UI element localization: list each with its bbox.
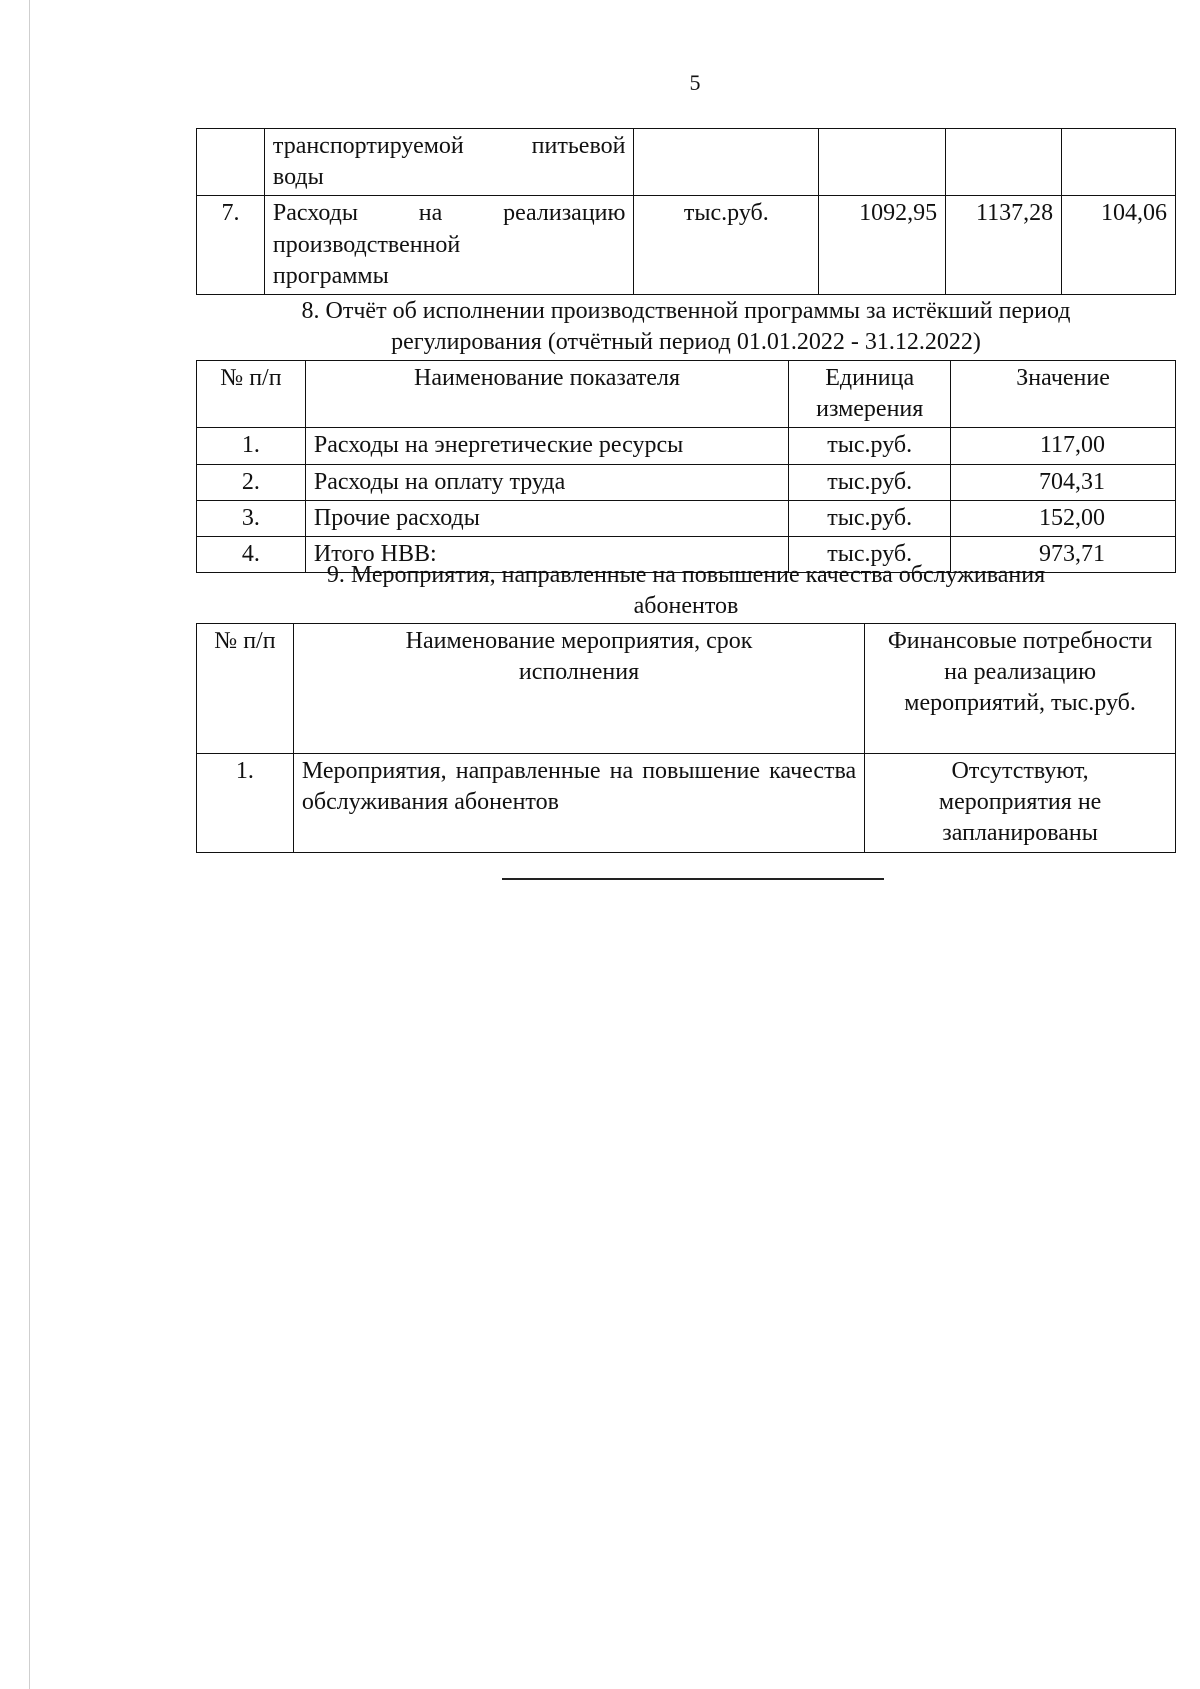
indicator-name-cell: Расходы на энергетические ресурсы [305,428,788,464]
table-row [197,196,1176,295]
service-quality-measures-table [196,623,1176,853]
unit-cell: тыс.руб. [789,536,951,572]
row-number-cell: 4. [197,536,306,572]
value-cell: 1092,95 [819,196,946,295]
name-line: программы [272,262,389,289]
unit-cell [634,129,819,196]
table-row [197,754,1176,853]
name-line: производственной [272,231,461,258]
name-line: транспортируемой питьевой [272,133,626,159]
indicator-name-cell: Итого НВВ: [305,536,788,572]
value-cell: 104,06 [1062,196,1176,295]
table-header-row [197,361,1176,428]
production-program-report-table [196,360,1176,573]
row-number-cell: 3. [197,500,306,536]
page-number: 5 [689,70,701,95]
value-cell [819,129,946,196]
section-9-title [196,560,1176,622]
value-cell [946,129,1062,196]
unit-cell: тыс.руб. [789,464,951,500]
value-cell [1062,129,1176,196]
row-number-cell: 1. [197,428,306,464]
value-cell: 973,71 [951,536,1176,572]
section-8-title [196,296,1176,358]
header-name: Наименование показателя [305,361,788,428]
unit-cell: тыс.руб. [789,428,951,464]
name-line: воды [272,164,324,191]
row-number-cell [197,129,265,196]
header-finance: Финансовые потребности на реализацию мероприятий, тыс.руб. [865,624,1176,754]
scan-margin-line [29,0,30,1689]
indicator-name-cell [264,129,634,196]
header-num: № п/п [197,624,294,754]
table-row [197,129,1176,196]
title-line: 9. Мероприятия, направленные на повышение качества обслуживания [326,562,1046,588]
indicator-name-cell: Расходы на оплату труда [305,464,788,500]
measure-name-cell: Мероприятия, направленные на повышение качества обслуживания абонентов [293,754,864,853]
continuation-table [196,128,1176,295]
header-value: Значение [951,361,1176,428]
value-cell: 117,00 [951,428,1176,464]
header-name: Наименование мероприятия, срок исполнения [293,624,864,754]
header-num: № п/п [197,361,306,428]
table-header-row [197,624,1176,754]
table-row [197,464,1176,500]
header-unit: Единица измерения [789,361,951,428]
value-cell: 1137,28 [946,196,1062,295]
table-row [197,500,1176,536]
row-number-cell: 1. [197,754,294,853]
end-of-document-line [502,878,884,880]
indicator-name-cell: Прочие расходы [305,500,788,536]
unit-cell: тыс.руб. [634,196,819,295]
title-line: регулирования (отчётный период 01.01.2022 - 31.12.2022) [391,329,981,356]
finance-cell: Отсутствуют, мероприятия не запланированы [865,754,1176,853]
row-number-cell: 2. [197,464,306,500]
indicator-name-cell [264,196,634,295]
table-row [197,428,1176,464]
value-cell: 704,31 [951,464,1176,500]
name-line: Расходы на реализацию [272,200,626,227]
row-number-cell: 7. [197,196,265,295]
title-line: абонентов [633,593,739,620]
unit-cell: тыс.руб. [789,500,951,536]
title-line: 8. Отчёт об исполнении производственной программы за истёкший период [301,298,1071,324]
value-cell: 152,00 [951,500,1176,536]
